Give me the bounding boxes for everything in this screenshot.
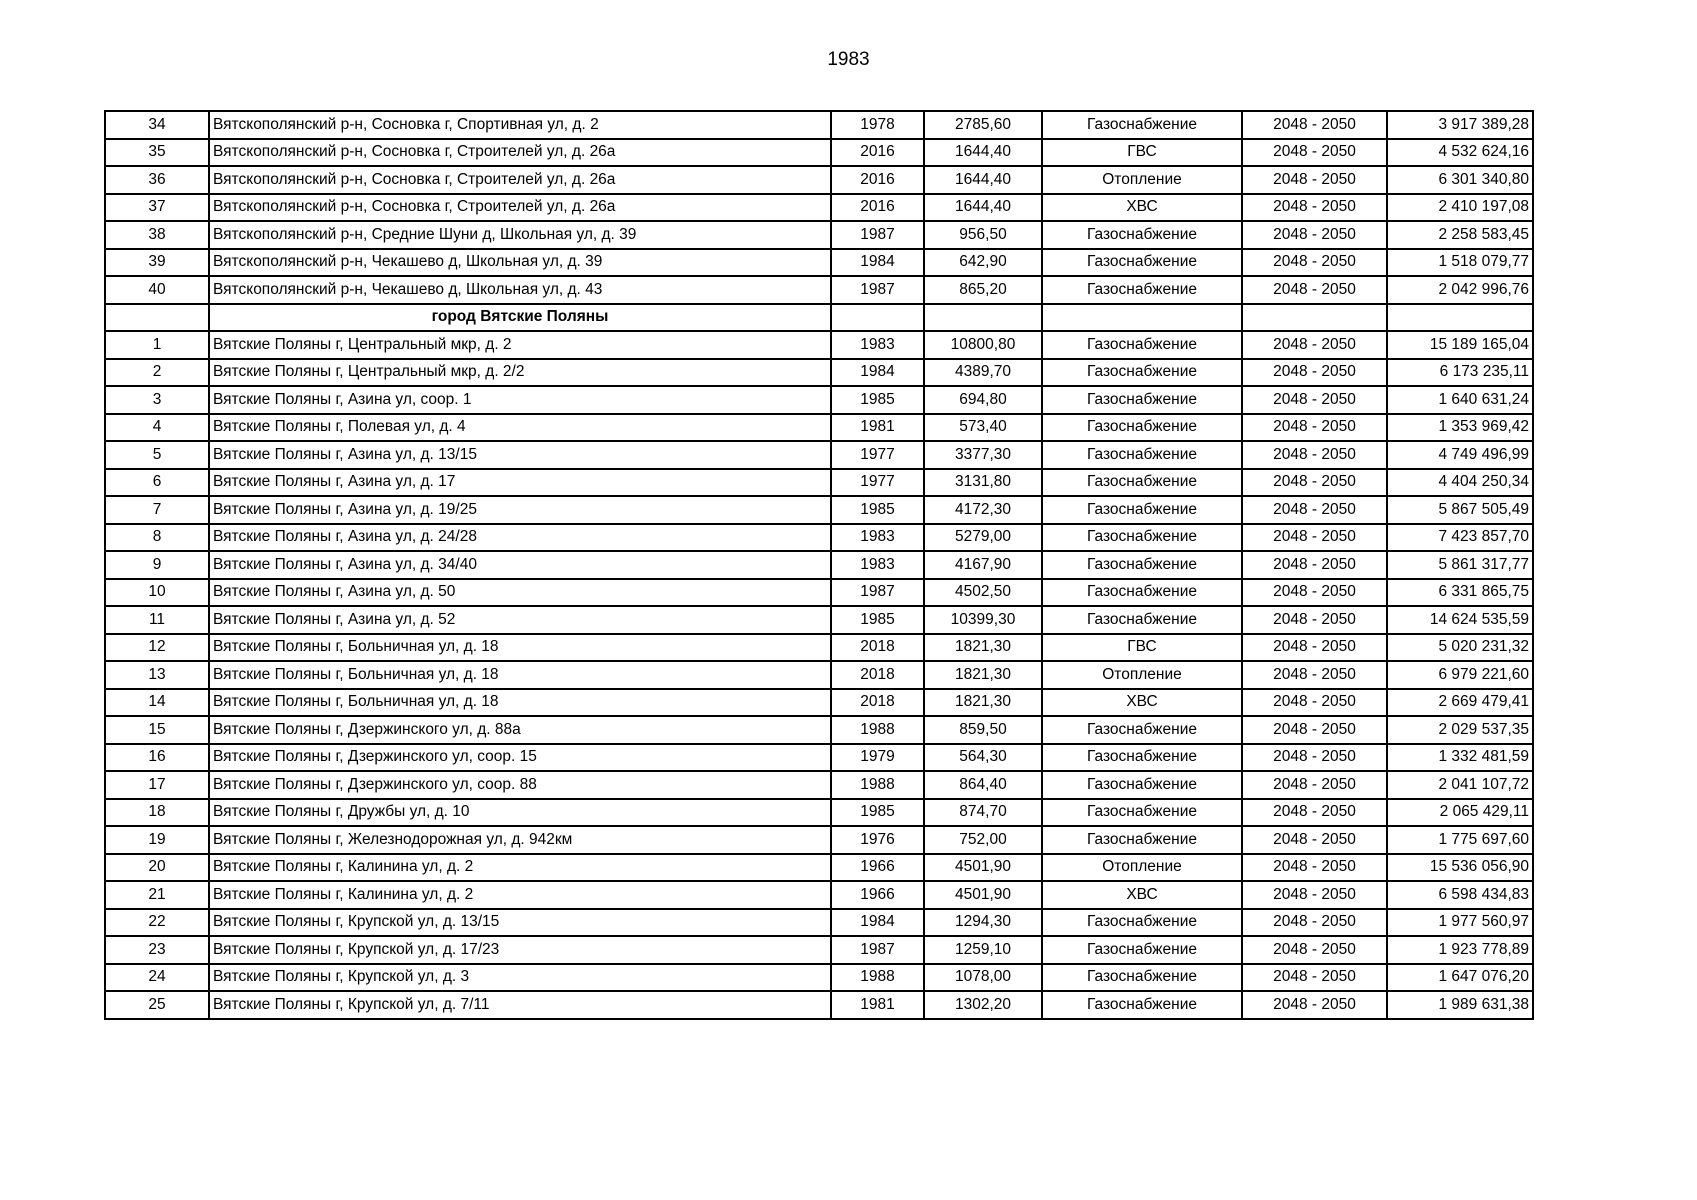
address-cell: Вятские Поляны г, Азина ул, д. 19/25: [209, 496, 831, 524]
build-year-cell: 2016: [831, 194, 924, 222]
area-cell: 642,90: [924, 249, 1042, 277]
period-cell: 2048 - 2050: [1242, 634, 1387, 662]
period-cell: 2048 - 2050: [1242, 249, 1387, 277]
period-cell: 2048 - 2050: [1242, 194, 1387, 222]
address-cell: Вятские Поляны г, Крупской ул, д. 3: [209, 964, 831, 992]
build-year-cell: 1985: [831, 496, 924, 524]
area-cell: 1644,40: [924, 166, 1042, 194]
address-cell: Вятские Поляны г, Больничная ул, д. 18: [209, 689, 831, 717]
work-type-cell: Отопление: [1042, 661, 1242, 689]
work-type-cell: ХВС: [1042, 881, 1242, 909]
period-cell: 2048 - 2050: [1242, 606, 1387, 634]
work-type-cell: Газоснабжение: [1042, 579, 1242, 607]
table-row: [105, 496, 1533, 524]
cost-cell: 2 041 107,72: [1387, 771, 1533, 799]
table-row: [105, 606, 1533, 634]
table-row: [105, 359, 1533, 387]
work-type-cell: Газоснабжение: [1042, 909, 1242, 937]
build-year-cell: 1966: [831, 881, 924, 909]
cost-cell: 4 749 496,99: [1387, 441, 1533, 469]
build-year-cell: 1985: [831, 386, 924, 414]
cost-cell: 7 423 857,70: [1387, 524, 1533, 552]
table-row: [105, 661, 1533, 689]
table-row: [105, 551, 1533, 579]
area-cell: 573,40: [924, 414, 1042, 442]
build-year-cell: [831, 304, 924, 332]
cost-cell: 1 332 481,59: [1387, 744, 1533, 772]
work-type-cell: Газоснабжение: [1042, 249, 1242, 277]
address-cell: Вятскополянский р-н, Чекашево д, Школьная ул, д. 39: [209, 249, 831, 277]
row-number-cell: 36: [105, 166, 209, 194]
cost-cell: 6 301 340,80: [1387, 166, 1533, 194]
cost-cell: 15 189 165,04: [1387, 331, 1533, 359]
table-row: [105, 166, 1533, 194]
work-type-cell: Газоснабжение: [1042, 964, 1242, 992]
cost-cell: 15 536 056,90: [1387, 854, 1533, 882]
work-type-cell: Газоснабжение: [1042, 496, 1242, 524]
build-year-cell: 2016: [831, 166, 924, 194]
area-cell: 4172,30: [924, 496, 1042, 524]
build-year-cell: 2018: [831, 689, 924, 717]
cost-cell: 2 029 537,35: [1387, 716, 1533, 744]
period-cell: 2048 - 2050: [1242, 139, 1387, 167]
build-year-cell: 1987: [831, 221, 924, 249]
address-cell: Вятские Поляны г, Больничная ул, д. 18: [209, 661, 831, 689]
area-cell: 4501,90: [924, 854, 1042, 882]
build-year-cell: 2016: [831, 139, 924, 167]
row-number-cell: 13: [105, 661, 209, 689]
work-type-cell: ХВС: [1042, 194, 1242, 222]
address-cell: Вятские Поляны г, Азина ул, д. 34/40: [209, 551, 831, 579]
period-cell: 2048 - 2050: [1242, 964, 1387, 992]
area-cell: 3131,80: [924, 469, 1042, 497]
period-cell: 2048 - 2050: [1242, 936, 1387, 964]
cost-cell: 1 923 778,89: [1387, 936, 1533, 964]
address-cell: Вятскополянский р-н, Сосновка г, Строителей ул, д. 26а: [209, 166, 831, 194]
cost-cell: 1 775 697,60: [1387, 826, 1533, 854]
period-cell: 2048 - 2050: [1242, 469, 1387, 497]
work-type-cell: Газоснабжение: [1042, 469, 1242, 497]
address-cell: Вятскополянский р-н, Сосновка г, Спортивная ул, д. 2: [209, 111, 831, 139]
build-year-cell: 1985: [831, 606, 924, 634]
period-cell: 2048 - 2050: [1242, 799, 1387, 827]
period-cell: 2048 - 2050: [1242, 331, 1387, 359]
area-cell: 1644,40: [924, 139, 1042, 167]
page-number: 1983: [827, 49, 870, 70]
cost-cell: 6 331 865,75: [1387, 579, 1533, 607]
area-cell: 4501,90: [924, 881, 1042, 909]
work-type-cell: Газоснабжение: [1042, 524, 1242, 552]
address-cell: Вятскополянский р-н, Чекашево д, Школьная ул, д. 43: [209, 276, 831, 304]
period-cell: 2048 - 2050: [1242, 579, 1387, 607]
area-cell: 10399,30: [924, 606, 1042, 634]
area-cell: 956,50: [924, 221, 1042, 249]
address-cell: Вятскополянский р-н, Сосновка г, Строителей ул, д. 26а: [209, 194, 831, 222]
work-type-cell: Газоснабжение: [1042, 221, 1242, 249]
period-cell: 2048 - 2050: [1242, 221, 1387, 249]
row-number-cell: 23: [105, 936, 209, 964]
area-cell: 865,20: [924, 276, 1042, 304]
row-number-cell: 24: [105, 964, 209, 992]
table-row: [105, 414, 1533, 442]
row-number-cell: 12: [105, 634, 209, 662]
build-year-cell: 2018: [831, 634, 924, 662]
row-number-cell: 37: [105, 194, 209, 222]
table-row: [105, 194, 1533, 222]
address-cell: Вятские Поляны г, Азина ул, д. 50: [209, 579, 831, 607]
cost-cell: 1 353 969,42: [1387, 414, 1533, 442]
build-year-cell: 1983: [831, 524, 924, 552]
period-cell: 2048 - 2050: [1242, 551, 1387, 579]
work-type-cell: Газоснабжение: [1042, 414, 1242, 442]
housing-registry-table: [104, 110, 1534, 1020]
work-type-cell: [1042, 304, 1242, 332]
period-cell: 2048 - 2050: [1242, 414, 1387, 442]
table-row: [105, 331, 1533, 359]
cost-cell: 5 020 231,32: [1387, 634, 1533, 662]
address-cell: Вятскополянский р-н, Сосновка г, Строителей ул, д. 26а: [209, 139, 831, 167]
period-cell: 2048 - 2050: [1242, 689, 1387, 717]
period-cell: 2048 - 2050: [1242, 359, 1387, 387]
address-cell: Вятскополянский р-н, Средние Шуни д, Школьная ул, д. 39: [209, 221, 831, 249]
build-year-cell: 1984: [831, 909, 924, 937]
table-row: [105, 716, 1533, 744]
cost-cell: 5 867 505,49: [1387, 496, 1533, 524]
row-number-cell: 6: [105, 469, 209, 497]
row-number-cell: 2: [105, 359, 209, 387]
period-cell: 2048 - 2050: [1242, 771, 1387, 799]
area-cell: 1294,30: [924, 909, 1042, 937]
period-cell: 2048 - 2050: [1242, 744, 1387, 772]
row-number-cell: 20: [105, 854, 209, 882]
address-cell: Вятские Поляны г, Центральный мкр, д. 2/2: [209, 359, 831, 387]
cost-cell: 1 989 631,38: [1387, 991, 1533, 1019]
row-number-cell: 16: [105, 744, 209, 772]
address-cell: Вятские Поляны г, Калинина ул, д. 2: [209, 854, 831, 882]
row-number-cell: 35: [105, 139, 209, 167]
period-cell: 2048 - 2050: [1242, 166, 1387, 194]
cost-cell: 1 977 560,97: [1387, 909, 1533, 937]
build-year-cell: 1984: [831, 359, 924, 387]
period-cell: 2048 - 2050: [1242, 276, 1387, 304]
row-number-cell: 10: [105, 579, 209, 607]
build-year-cell: 1983: [831, 331, 924, 359]
cost-cell: 6 598 434,83: [1387, 881, 1533, 909]
table-row: [105, 936, 1533, 964]
row-number-cell: 34: [105, 111, 209, 139]
work-type-cell: Газоснабжение: [1042, 441, 1242, 469]
table-row: [105, 634, 1533, 662]
period-cell: 2048 - 2050: [1242, 111, 1387, 139]
build-year-cell: 1966: [831, 854, 924, 882]
work-type-cell: Газоснабжение: [1042, 386, 1242, 414]
work-type-cell: Газоснабжение: [1042, 936, 1242, 964]
build-year-cell: 2018: [831, 661, 924, 689]
address-cell: Вятские Поляны г, Дружбы ул, д. 10: [209, 799, 831, 827]
table-row: [105, 826, 1533, 854]
work-type-cell: Газоснабжение: [1042, 826, 1242, 854]
work-type-cell: Газоснабжение: [1042, 716, 1242, 744]
address-cell: Вятские Поляны г, Полевая ул, д. 4: [209, 414, 831, 442]
area-cell: 3377,30: [924, 441, 1042, 469]
cost-cell: 6 979 221,60: [1387, 661, 1533, 689]
address-cell: Вятские Поляны г, Азина ул, д. 13/15: [209, 441, 831, 469]
period-cell: 2048 - 2050: [1242, 524, 1387, 552]
address-cell: Вятские Поляны г, Дзержинского ул, соор. 88: [209, 771, 831, 799]
row-number-cell: 21: [105, 881, 209, 909]
cost-cell: 14 624 535,59: [1387, 606, 1533, 634]
table-row: [105, 386, 1533, 414]
table-row: [105, 469, 1533, 497]
row-number-cell: 11: [105, 606, 209, 634]
table-body: [105, 111, 1533, 1019]
table-row: [105, 276, 1533, 304]
work-type-cell: Отопление: [1042, 854, 1242, 882]
period-cell: 2048 - 2050: [1242, 991, 1387, 1019]
area-cell: 874,70: [924, 799, 1042, 827]
table-row: [105, 881, 1533, 909]
area-cell: 1821,30: [924, 634, 1042, 662]
area-cell: 864,40: [924, 771, 1042, 799]
period-cell: 2048 - 2050: [1242, 496, 1387, 524]
table-row: [105, 744, 1533, 772]
build-year-cell: 1979: [831, 744, 924, 772]
period-cell: 2048 - 2050: [1242, 881, 1387, 909]
cost-cell: 2 065 429,11: [1387, 799, 1533, 827]
row-number-cell: 8: [105, 524, 209, 552]
build-year-cell: 1981: [831, 414, 924, 442]
work-type-cell: Газоснабжение: [1042, 606, 1242, 634]
build-year-cell: 1977: [831, 469, 924, 497]
area-cell: 4502,50: [924, 579, 1042, 607]
row-number-cell: 17: [105, 771, 209, 799]
work-type-cell: Газоснабжение: [1042, 359, 1242, 387]
address-cell: Вятские Поляны г, Центральный мкр, д. 2: [209, 331, 831, 359]
area-cell: [924, 304, 1042, 332]
build-year-cell: 1987: [831, 276, 924, 304]
row-number-cell: 38: [105, 221, 209, 249]
work-type-cell: ХВС: [1042, 689, 1242, 717]
area-cell: 1821,30: [924, 689, 1042, 717]
cost-cell: 1 640 631,24: [1387, 386, 1533, 414]
cost-cell: 3 917 389,28: [1387, 111, 1533, 139]
area-cell: 859,50: [924, 716, 1042, 744]
area-cell: 5279,00: [924, 524, 1042, 552]
table-row: [105, 689, 1533, 717]
table-row: [105, 249, 1533, 277]
period-cell: 2048 - 2050: [1242, 441, 1387, 469]
row-number-cell: 39: [105, 249, 209, 277]
address-cell: Вятские Поляны г, Дзержинского ул, д. 88а: [209, 716, 831, 744]
cost-cell: 4 404 250,34: [1387, 469, 1533, 497]
table-row: [105, 771, 1533, 799]
build-year-cell: 1981: [831, 991, 924, 1019]
area-cell: 2785,60: [924, 111, 1042, 139]
table-row: [105, 111, 1533, 139]
address-cell: Вятские Поляны г, Азина ул, д. 17: [209, 469, 831, 497]
build-year-cell: 1984: [831, 249, 924, 277]
work-type-cell: ГВС: [1042, 139, 1242, 167]
cost-cell: 4 532 624,16: [1387, 139, 1533, 167]
table-row: [105, 139, 1533, 167]
area-cell: 10800,80: [924, 331, 1042, 359]
build-year-cell: 1985: [831, 799, 924, 827]
work-type-cell: ГВС: [1042, 634, 1242, 662]
address-cell: Вятские Поляны г, Дзержинского ул, соор. 15: [209, 744, 831, 772]
table-row: [105, 441, 1533, 469]
work-type-cell: Газоснабжение: [1042, 771, 1242, 799]
build-year-cell: 1976: [831, 826, 924, 854]
area-cell: 4167,90: [924, 551, 1042, 579]
table-row: [105, 579, 1533, 607]
table-row: [105, 909, 1533, 937]
area-cell: 1644,40: [924, 194, 1042, 222]
work-type-cell: Газоснабжение: [1042, 276, 1242, 304]
work-type-cell: Газоснабжение: [1042, 744, 1242, 772]
row-number-cell: 9: [105, 551, 209, 579]
cost-cell: 1 647 076,20: [1387, 964, 1533, 992]
build-year-cell: 1987: [831, 579, 924, 607]
area-cell: 1078,00: [924, 964, 1042, 992]
build-year-cell: 1988: [831, 716, 924, 744]
row-number-cell: 5: [105, 441, 209, 469]
work-type-cell: Газоснабжение: [1042, 991, 1242, 1019]
table-row: [105, 991, 1533, 1019]
area-cell: 4389,70: [924, 359, 1042, 387]
build-year-cell: 1983: [831, 551, 924, 579]
address-cell: Вятские Поляны г, Крупской ул, д. 13/15: [209, 909, 831, 937]
row-number-cell: 18: [105, 799, 209, 827]
area-cell: 694,80: [924, 386, 1042, 414]
period-cell: 2048 - 2050: [1242, 854, 1387, 882]
build-year-cell: 1987: [831, 936, 924, 964]
cost-cell: 5 861 317,77: [1387, 551, 1533, 579]
address-cell: Вятские Поляны г, Крупской ул, д. 7/11: [209, 991, 831, 1019]
area-cell: 1302,20: [924, 991, 1042, 1019]
table-row: [105, 524, 1533, 552]
address-cell: Вятские Поляны г, Азина ул, д. 24/28: [209, 524, 831, 552]
period-cell: [1242, 304, 1387, 332]
row-number-cell: 14: [105, 689, 209, 717]
cost-cell: [1387, 304, 1533, 332]
period-cell: 2048 - 2050: [1242, 661, 1387, 689]
row-number-cell: 3: [105, 386, 209, 414]
cost-cell: 2 042 996,76: [1387, 276, 1533, 304]
period-cell: 2048 - 2050: [1242, 909, 1387, 937]
row-number-cell: 25: [105, 991, 209, 1019]
cost-cell: 2 410 197,08: [1387, 194, 1533, 222]
row-number-cell: 7: [105, 496, 209, 524]
area-cell: 1259,10: [924, 936, 1042, 964]
area-cell: 564,30: [924, 744, 1042, 772]
row-number-cell: 1: [105, 331, 209, 359]
row-number-cell: 4: [105, 414, 209, 442]
build-year-cell: 1988: [831, 771, 924, 799]
address-cell: Вятские Поляны г, Калинина ул, д. 2: [209, 881, 831, 909]
build-year-cell: 1988: [831, 964, 924, 992]
period-cell: 2048 - 2050: [1242, 386, 1387, 414]
table-row: [105, 964, 1533, 992]
row-number-cell: 15: [105, 716, 209, 744]
build-year-cell: 1978: [831, 111, 924, 139]
row-number-cell: [105, 304, 209, 332]
section-heading-row: [105, 304, 1533, 332]
address-cell: Вятские Поляны г, Азина ул, соор. 1: [209, 386, 831, 414]
cost-cell: 2 669 479,41: [1387, 689, 1533, 717]
section-title-cell: город Вятские Поляны: [209, 304, 831, 332]
table-row: [105, 854, 1533, 882]
period-cell: 2048 - 2050: [1242, 826, 1387, 854]
period-cell: 2048 - 2050: [1242, 716, 1387, 744]
table-row: [105, 799, 1533, 827]
area-cell: 752,00: [924, 826, 1042, 854]
row-number-cell: 22: [105, 909, 209, 937]
address-cell: Вятские Поляны г, Больничная ул, д. 18: [209, 634, 831, 662]
cost-cell: 6 173 235,11: [1387, 359, 1533, 387]
address-cell: Вятские Поляны г, Железнодорожная ул, д. 942км: [209, 826, 831, 854]
work-type-cell: Газоснабжение: [1042, 111, 1242, 139]
cost-cell: 1 518 079,77: [1387, 249, 1533, 277]
row-number-cell: 19: [105, 826, 209, 854]
cost-cell: 2 258 583,45: [1387, 221, 1533, 249]
address-cell: Вятские Поляны г, Крупской ул, д. 17/23: [209, 936, 831, 964]
address-cell: Вятские Поляны г, Азина ул, д. 52: [209, 606, 831, 634]
row-number-cell: 40: [105, 276, 209, 304]
build-year-cell: 1977: [831, 441, 924, 469]
area-cell: 1821,30: [924, 661, 1042, 689]
work-type-cell: Газоснабжение: [1042, 331, 1242, 359]
work-type-cell: Газоснабжение: [1042, 799, 1242, 827]
table-row: [105, 221, 1533, 249]
work-type-cell: Газоснабжение: [1042, 551, 1242, 579]
work-type-cell: Отопление: [1042, 166, 1242, 194]
